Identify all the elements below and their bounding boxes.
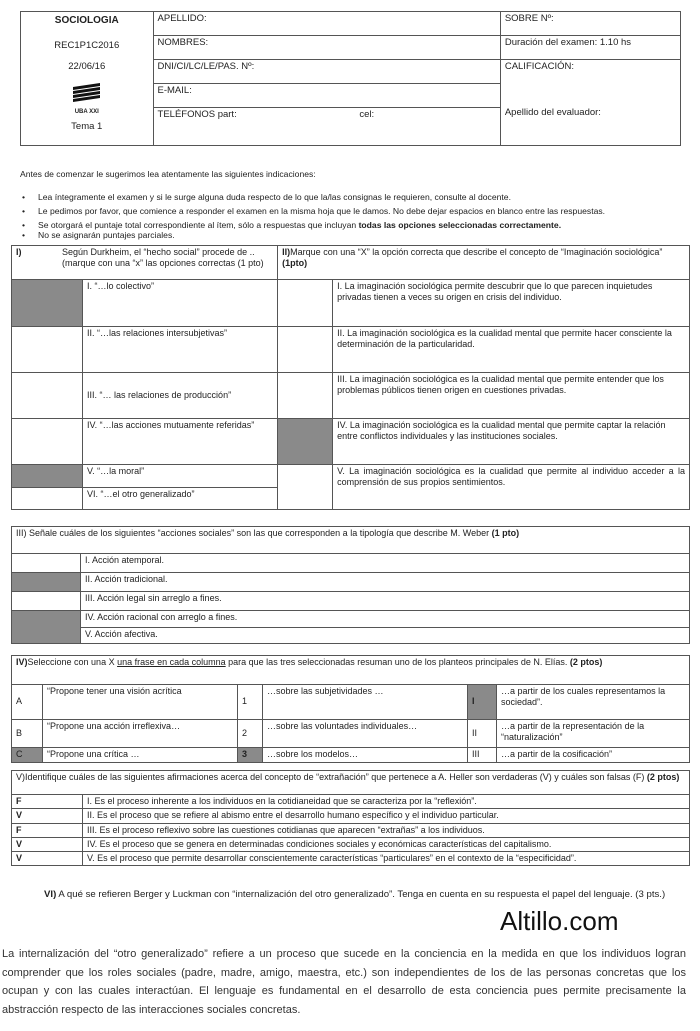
q2-option: V. La imaginación sociológica es la cualidad que permite al individuo acceder a la comprensión de sus propios sentimientos.: [333, 465, 690, 510]
q4-letter[interactable]: B: [12, 720, 43, 748]
dni-field[interactable]: DNI/CI/LC/LE/PAS. Nº:: [153, 60, 500, 84]
q2-option: III. La imaginación sociológica es la cualidad mental que permite entender que los problemas públicos tienen origen en cuestiones privadas.: [333, 373, 690, 419]
q1-option: II. “…las relaciones intersubjetivas”: [83, 327, 278, 373]
exam-header: [20, 11, 681, 146]
q4-points: (2 ptos): [569, 657, 603, 667]
q5-header: [12, 771, 690, 795]
q2-mark-cell[interactable]: [278, 465, 333, 510]
q3-prompt: III) Señale cuáles de los siguientes “acciones sociales” son las que corresponden a la tipología que describe M. Weber: [16, 528, 490, 538]
instruction-item: • No se asignarán puntajes parciales.: [20, 230, 688, 240]
q2-option: IV. La imaginación sociológica es la cualidad mental que permite captar la relación entre conflictos individuales y las instituciones sociales.: [333, 419, 690, 465]
q4-col3-text: …a partir de los cuales representamos la sociedad”.: [497, 685, 690, 720]
q5-prompt: V)Identifique cuáles de las siguientes afirmaciones acerca del concepto de “extrañación” que pertenece a A. Heller son verdaderas (V) y cuáles son falsas (F): [16, 772, 645, 782]
instructions-intro: Antes de comenzar le sugerimos lea atentamente las siguientes indicaciones:: [20, 169, 316, 179]
evaluador-label: Apellido del evaluador:: [504, 106, 601, 118]
q2-header: [278, 246, 690, 280]
q1-q2-table: [11, 245, 690, 510]
q1-mark-cell[interactable]: [12, 419, 83, 465]
q3-option: III. Acción legal sin arreglo a fines.: [81, 592, 690, 611]
q3-option: IV. Acción racional con arreglo a fines.: [81, 611, 690, 628]
sobre-field[interactable]: SOBRE Nº:: [500, 12, 680, 36]
q4-roman-cell[interactable]: II: [468, 720, 497, 748]
q4-number-cell[interactable]: 1: [238, 685, 263, 720]
q1-option: III. “… las relaciones de producción”: [83, 373, 278, 419]
duracion-label: Duración del examen: 1.10 hs: [500, 36, 680, 60]
exam-code: REC1P1C2016: [54, 39, 120, 51]
q1-mark-cell[interactable]: [12, 488, 83, 510]
apellido-field[interactable]: APELLIDO:: [153, 12, 500, 36]
q2-mark-cell[interactable]: [278, 280, 333, 327]
q4-roman-cell[interactable]: III: [468, 748, 497, 763]
q6-number: VI): [44, 889, 57, 900]
q4-col2-text: …sobre las voluntades individuales…: [263, 720, 468, 748]
exam-date: 22/06/16: [68, 61, 106, 73]
telefonos-field[interactable]: [153, 108, 500, 146]
q1-mark-cell[interactable]: [12, 280, 83, 327]
q2-option: II. La imaginación sociológica es la cualidad mental que permite hacer consciente la determinación de la particularidad.: [333, 327, 690, 373]
q2-mark-cell[interactable]: [278, 419, 333, 465]
q6-prompt-block: [44, 889, 674, 902]
q3-option: II. Acción tradicional.: [81, 573, 690, 592]
instruction-text: Se otorgará el puntaje total correspondiente al ítem, sólo a respuestas que incluyan: [38, 220, 357, 230]
q3-points: (1 pto): [491, 528, 520, 538]
nombres-field[interactable]: NOMBRES:: [153, 36, 500, 60]
uba-logo-icon: [70, 83, 104, 105]
q4-roman-cell[interactable]: I: [468, 685, 497, 720]
q4-number-cell[interactable]: 3: [238, 748, 263, 763]
q3-mark-cell[interactable]: [12, 611, 81, 644]
q3-option: I. Acción atemporal.: [81, 554, 690, 573]
q1-option: I. “…lo colectivo”: [83, 280, 278, 327]
q3-option: V. Acción afectiva.: [81, 628, 690, 644]
q4-col1-text: “Propone una acción irreflexiva…: [43, 720, 238, 748]
q5-statement: V. Es el proceso que permite desarrollar conscientemente características “particulares” en el contexto de la “especificidad”.: [83, 852, 690, 866]
uba-logo: [70, 83, 104, 116]
course-info-cell: [21, 12, 154, 146]
q4-prompt-underline: una frase en cada columna: [117, 657, 226, 667]
q5-statement: I. Es el proceso inherente a los individuos en la cotidianeidad que se caracteriza por la “reflexión”.: [83, 795, 690, 809]
q1-prompt: Según Durkheim, el “hecho social” procede de .. (marque con una “x” las opciones correctas (1 pto): [62, 247, 264, 269]
q4-table: [11, 655, 690, 763]
q4-col3-text: …a partir de la cosificación”: [497, 748, 690, 763]
q3-mark-cell[interactable]: [12, 592, 81, 611]
q2-prompt: Marque con una “X” la opción correcta que describe el concepto de “Imaginación sociológica”: [290, 247, 663, 257]
q5-answer[interactable]: F: [12, 795, 83, 809]
q1-option: V. “…la moral”: [83, 465, 278, 488]
logo-text: UBA XXI: [74, 109, 99, 116]
q1-header: [12, 246, 278, 280]
q4-letter[interactable]: C: [12, 748, 43, 763]
q4-col2-text: …sobre las subjetividades …: [263, 685, 468, 720]
q3-mark-cell[interactable]: [12, 554, 81, 573]
q2-mark-cell[interactable]: [278, 327, 333, 373]
q5-answer[interactable]: V: [12, 809, 83, 823]
telefonos-label: TELÉFONOS part:: [157, 109, 237, 120]
q1-mark-cell[interactable]: [12, 327, 83, 373]
q4-col1-text: “Propone una crítica …: [43, 748, 238, 763]
instruction-bold: todas las opciones seleccionadas correctamente.: [358, 220, 562, 230]
q4-prompt-a: Seleccione con una X: [27, 657, 118, 667]
answer-text: La internalización del “otro generalizado” refiere a un proceso que sucede en la conciencia en la medida en que los individuos logran comprender que los roles sociales (padre, madre, amigo, maestra, etc.) son independientes de los de las personas concretas que los ocupan y con las cuales interactúan. El lenguaje es fundamental en el desarrollo de esta conciencia pues permite precisamente la abstracción respecto de las interacciones sociales concretas.: [2, 948, 686, 1017]
q2-option: I. La imaginación sociológica permite descubrir que lo que parecen inquietudes privadas tienen a veces su origen en crisis del individuo.: [333, 280, 690, 327]
q5-answer[interactable]: F: [12, 823, 83, 837]
subject-title: SOCIOLOGIA: [54, 15, 119, 26]
q4-header: [12, 656, 690, 685]
instruction-item: • Lea íntegramente el examen y si le surge alguna duda respecto de lo que la/las consignas le requieren, consulte al docente.: [20, 192, 688, 202]
q1-number: I): [16, 247, 22, 257]
q6-prompt: A qué se refieren Berger y Luckman con “internalización del otro generalizado”. Tenga en cuenta en su respuesta el papel del lenguaje. (3 pts.): [56, 889, 666, 900]
instructions-list: [20, 192, 688, 240]
q1-mark-cell[interactable]: [12, 465, 83, 488]
q1-mark-cell[interactable]: [12, 373, 83, 419]
q1-option: VI. “…el otro generalizado”: [83, 488, 278, 510]
email-field[interactable]: E-MAIL:: [153, 84, 500, 108]
q5-answer[interactable]: V: [12, 837, 83, 851]
q3-header: [12, 527, 690, 554]
q4-prompt-b: para que las tres seleccionadas resuman uno de los planteos principales de N. Elías.: [225, 657, 568, 667]
q5-statement: II. Es el proceso que se refiere al abismo entre el desarrollo humano específico y el individuo particular.: [83, 809, 690, 823]
q4-col2-text: …sobre los modelos…: [263, 748, 468, 763]
q4-number-cell[interactable]: 2: [238, 720, 263, 748]
q3-mark-cell[interactable]: [12, 573, 81, 592]
calificacion-label: CALIFICACIÓN:: [504, 61, 574, 72]
tema-label: Tema 1: [71, 120, 103, 132]
q4-letter[interactable]: A: [12, 685, 43, 720]
q4-col3-text: …a partir de la representación de la “naturalización”: [497, 720, 690, 748]
instruction-item: [20, 220, 688, 230]
q4-col1-text: “Propone tener una visión acrítica: [43, 685, 238, 720]
q5-statement: III. Es el proceso reflexivo sobre las cuestiones cotidianas que aparecen “extrañas” a los individuos.: [83, 823, 690, 837]
cel-label: cel:: [359, 109, 375, 120]
q5-points: (2 ptos): [646, 772, 680, 782]
q2-number: II): [282, 247, 291, 257]
q2-mark-cell[interactable]: [278, 373, 333, 419]
watermark: Altillo.com: [500, 906, 619, 936]
q4-number: IV): [16, 657, 28, 667]
q1-option: IV. “…las acciones mutuamente referidas”: [83, 419, 278, 465]
instruction-item: • Le pedimos por favor, que comience a responder el examen en la misma hoja que le damos. No debe dejar espacios en blanco entre las respuestas.: [20, 206, 688, 216]
q3-table: [11, 526, 690, 644]
calificacion-cell: [500, 60, 680, 146]
q5-table: [11, 770, 690, 866]
q5-answer[interactable]: V: [12, 852, 83, 866]
q2-points: (1pto): [282, 258, 308, 269]
instructions: [20, 169, 688, 244]
q5-statement: IV. Es el proceso que se genera en determinadas condiciones sociales y económicas características del capitalismo.: [83, 837, 690, 851]
